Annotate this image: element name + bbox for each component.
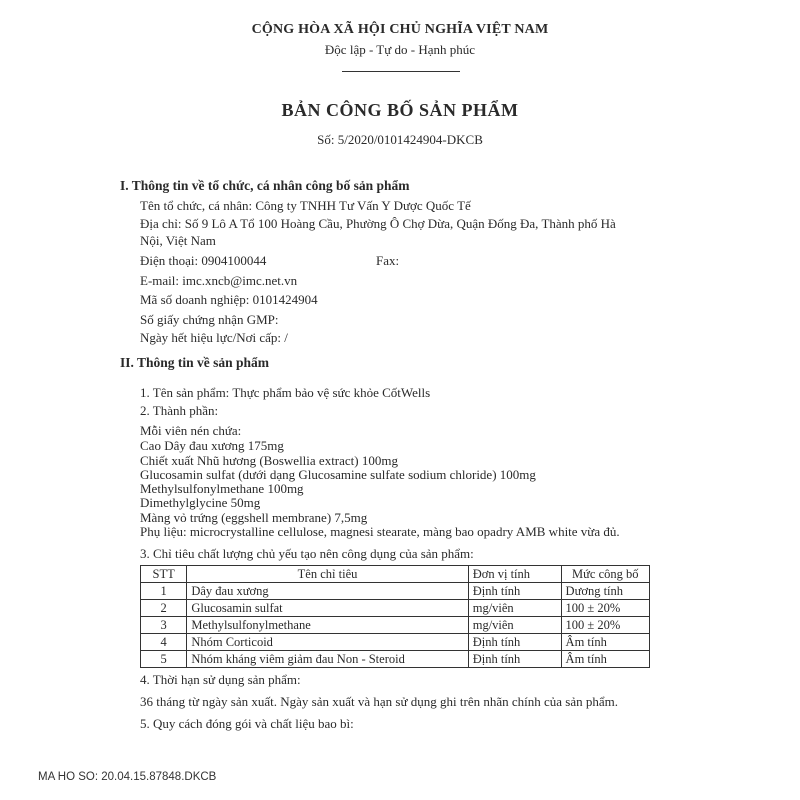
table-cell: 3 [141, 617, 187, 634]
table-header-row [141, 566, 650, 583]
document-title: BẢN CÔNG BỐ SẢN PHẨM [281, 100, 519, 120]
table-cell: Định tính [468, 634, 561, 651]
table-cell: Methylsulfonylmethane [187, 617, 468, 634]
table-row [141, 651, 650, 668]
table-cell: Dây đau xương [187, 583, 468, 600]
email: E-mail: imc.xncb@imc.net.vn [140, 273, 298, 288]
fax: Fax: [376, 253, 400, 268]
ingredient-line: Chiết xuất Nhũ hương (Boswellia extract) 100mg [140, 453, 398, 468]
section-1-heading: I. Thông tin về tổ chức, cá nhân công bố sản phẩm [120, 178, 410, 193]
shelf-life: 36 tháng từ ngày sản xuất. Ngày sản xuất và hạn sử dụng ghi trên nhãn chính của sản phẩm. [140, 694, 619, 709]
address-line-1: Địa chỉ: Số 9 Lô A Tổ 100 Hoàng Cầu, Phường Ô Chợ Dừa, Quận Đống Đa, Thành phố Hà [140, 216, 616, 231]
column-header: STT [141, 566, 187, 583]
header-divider [342, 71, 460, 72]
shelf-life-label: 4. Thời hạn sử dụng sản phẩm: [140, 672, 301, 687]
table-cell: mg/viên [468, 617, 561, 634]
column-header: Tên chỉ tiêu [187, 566, 468, 583]
table-row [141, 600, 650, 617]
table-cell: 100 ± 20% [561, 617, 649, 634]
table-cell: Glucosamin sulfat [187, 600, 468, 617]
phone: Điện thoại: 0904100044 [140, 253, 267, 268]
table-cell: Dương tính [561, 583, 649, 600]
business-code: Mã số doanh nghiệp: 0101424904 [140, 292, 318, 307]
table-cell: 1 [141, 583, 187, 600]
ingredient-line: Màng vỏ trứng (eggshell membrane) 7,5mg [140, 510, 368, 525]
org-name: Tên tổ chức, cá nhân: Công ty TNHH Tư Vấn Y Dược Quốc Tế [140, 198, 471, 213]
ingredient-line: Dimethylglycine 50mg [140, 495, 261, 510]
dossier-code: MA HO SO: 20.04.15.87848.DKCB [38, 771, 217, 783]
table-cell: Nhóm kháng viêm giảm đau Non - Steroid [187, 651, 468, 668]
packaging-label: 5. Quy cách đóng gói và chất liệu bao bì: [140, 716, 354, 731]
table-cell: Âm tính [561, 634, 649, 651]
ingredients-label: 2. Thành phần: [140, 403, 219, 418]
table-cell: Định tính [468, 583, 561, 600]
expiry-issuer: Ngày hết hiệu lực/Nơi cấp: / [140, 330, 288, 345]
table-cell: 100 ± 20% [561, 600, 649, 617]
table-row [141, 617, 650, 634]
table-cell: 4 [141, 634, 187, 651]
ingredient-line: Methylsulfonylmethane 100mg [140, 481, 304, 496]
table-cell: 2 [141, 600, 187, 617]
ingredient-line: Cao Dây đau xương 175mg [140, 438, 284, 453]
quality-table [140, 565, 650, 668]
table-cell: Âm tính [561, 651, 649, 668]
section-2-heading: II. Thông tin về sản phẩm [120, 355, 270, 370]
table-cell: Nhóm Corticoid [187, 634, 468, 651]
document-number: Số: 5/2020/0101424904-DKCB [317, 132, 483, 147]
ingredient-line: Phụ liệu: microcrystalline cellulose, magnesi stearate, màng bao opadry AMB white vừa đủ. [140, 524, 620, 539]
column-header: Đơn vị tính [468, 566, 561, 583]
address-line-2: Nội, Việt Nam [140, 233, 216, 248]
quality-label: 3. Chỉ tiêu chất lượng chủ yếu tạo nên công dụng của sản phẩm: [140, 546, 474, 561]
table-cell: 5 [141, 651, 187, 668]
table-row [141, 634, 650, 651]
country-header: CỘNG HÒA XÃ HỘI CHỦ NGHĨA VIỆT NAM [251, 22, 549, 37]
table-cell: Định tính [468, 651, 561, 668]
column-header: Mức công bố [561, 566, 649, 583]
gmp-certificate: Số giấy chứng nhận GMP: [140, 312, 279, 327]
ingredient-line: Mỗi viên nén chứa: [140, 423, 242, 438]
ingredient-line: Glucosamin sulfat (dưới dạng Glucosamine sulfate sodium chloride) 100mg [140, 467, 536, 482]
product-name: 1. Tên sản phẩm: Thực phẩm bảo vệ sức khỏe CốtWells [140, 385, 431, 400]
table-row [141, 583, 650, 600]
table-cell: mg/viên [468, 600, 561, 617]
motto: Độc lập - Tự do - Hạnh phúc [324, 42, 476, 57]
